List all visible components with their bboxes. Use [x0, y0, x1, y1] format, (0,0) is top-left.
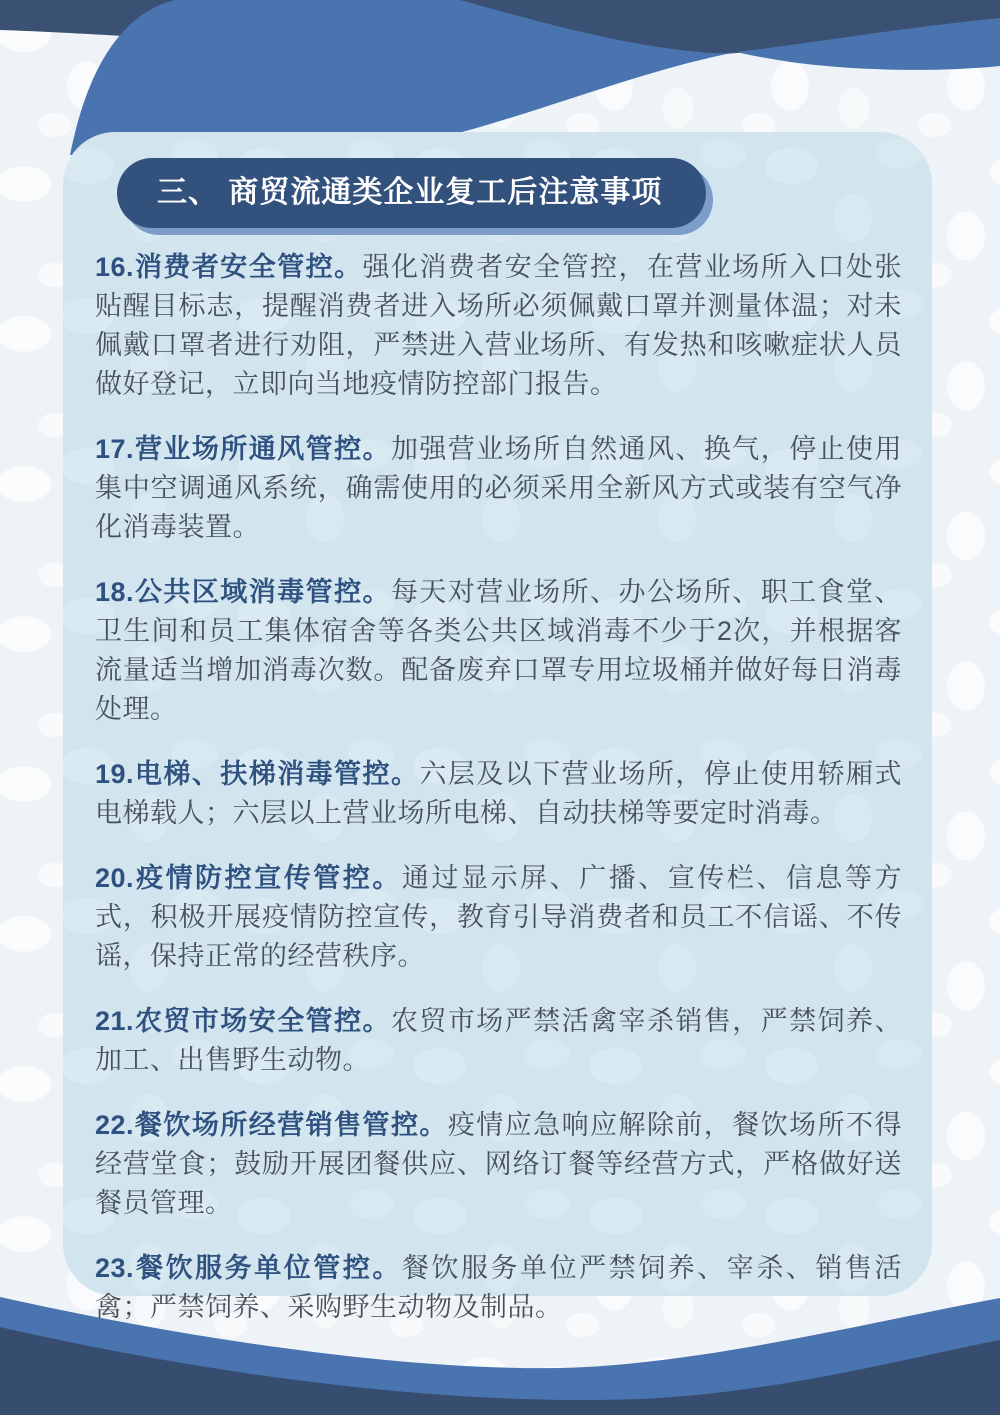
guideline-lead: 22.餐饮场所经营销售管控。 — [95, 1110, 448, 1140]
guideline-item — [95, 248, 902, 404]
section-title-banner — [117, 158, 706, 228]
guideline-body: 餐饮服务单位严禁饲养、宰杀、销售活禽；严禁饲养、采购野生动物及制品。 — [95, 1253, 902, 1322]
guideline-lead: 21.农贸市场安全管控。 — [95, 1006, 391, 1036]
guideline-list — [95, 248, 902, 1327]
guideline-item — [95, 755, 902, 833]
guideline-item — [95, 1106, 902, 1223]
guideline-item — [95, 1249, 902, 1327]
guideline-lead: 23.餐饮服务单位管控。 — [95, 1253, 402, 1283]
guideline-body: 强化消费者安全管控，在营业场所入口处张贴醒目标志，提醒消费者进入场所必须佩戴口罩并测量体温；对未佩戴口罩者进行劝阻，严禁进入营业场所、有发热和咳嗽症状人员做好登记，立即向当地疫情防控部门报告。 — [95, 252, 902, 399]
guideline-item — [95, 1002, 902, 1080]
guideline-lead: 16.消费者安全管控。 — [95, 252, 363, 282]
guideline-body: 每天对营业场所、办公场所、职工食堂、卫生间和员工集体宿舍等各类公共区域消毒不少于2次，并根据客流量适当增加消毒次数。配备废弃口罩专用垃圾桶并做好每日消毒处理。 — [95, 577, 902, 724]
section-title: 三、 商贸流通类企业复工后注意事项 — [157, 176, 663, 209]
guideline-body: 农贸市场严禁活禽宰杀销售，严禁饲养、加工、出售野生动物。 — [95, 1006, 902, 1075]
guideline-item — [95, 573, 902, 729]
guideline-body: 疫情应急响应解除前，餐饮场所不得经营堂食；鼓励开展团餐供应、网络订餐等经营方式，严格做好送餐员管理。 — [95, 1110, 902, 1218]
guideline-lead: 19.电梯、扶梯消毒管控。 — [95, 759, 420, 789]
guideline-lead: 17.营业场所通风管控。 — [95, 434, 391, 464]
guideline-body: 加强营业场所自然通风、换气，停止使用集中空调通风系统，确需使用的必须采用全新风方式或装有空气净化消毒装置。 — [95, 434, 902, 542]
guideline-item — [95, 430, 902, 547]
content-card — [63, 132, 932, 1322]
guideline-lead: 18.公共区域消毒管控。 — [95, 577, 391, 607]
guideline-body: 通过显示屏、广播、宣传栏、信息等方式，积极开展疫情防控宣传，教育引导消费者和员工不信谣、不传谣，保持正常的经营秩序。 — [95, 863, 902, 971]
guideline-lead: 20.疫情防控宣传管控。 — [95, 863, 402, 893]
guideline-item — [95, 859, 902, 976]
guideline-body: 六层及以下营业场所，停止使用轿厢式电梯载人；六层以上营业场所电梯、自动扶梯等要定时消毒。 — [95, 759, 902, 828]
